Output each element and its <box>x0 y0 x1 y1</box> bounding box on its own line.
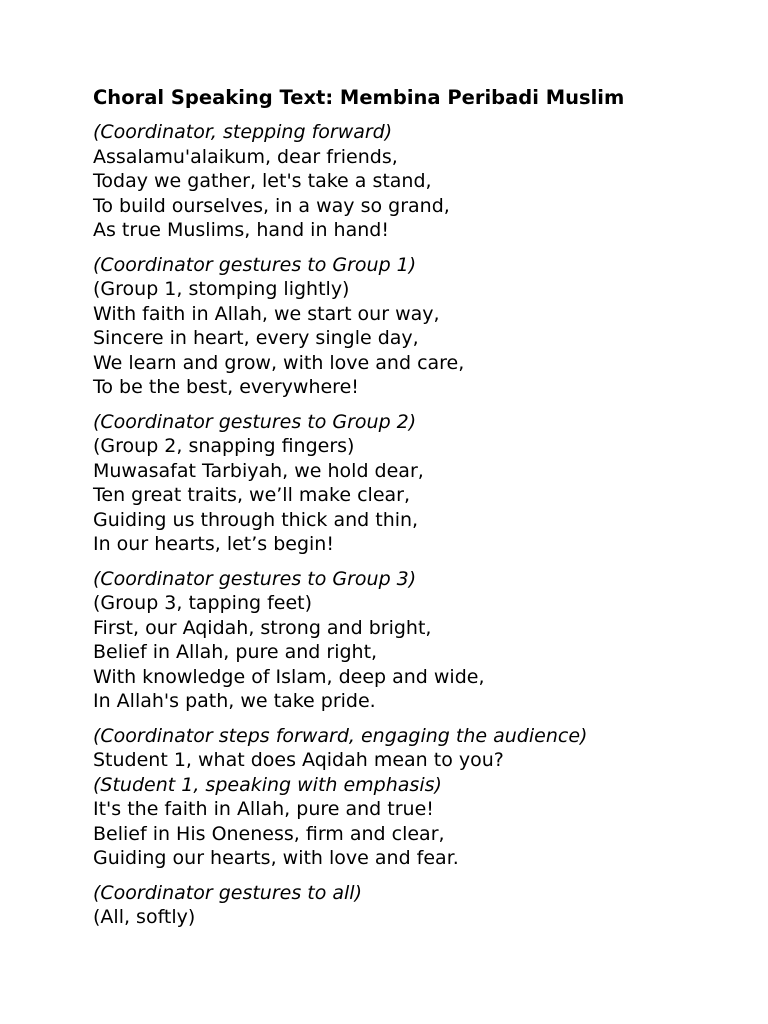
verse-line: Ten great traits, we’ll make clear, <box>93 484 411 506</box>
verse-line: To build ourselves, in a way so grand, <box>93 194 450 217</box>
stanza-5 <box>93 724 733 871</box>
stage-direction: (Coordinator gestures to Group 1) <box>93 253 417 276</box>
stage-direction: (Coordinator gestures to Group 3) <box>93 567 417 590</box>
verse-line: As true Muslims, hand in hand! <box>93 219 389 241</box>
verse-line: (All, softly) <box>93 906 196 928</box>
document-title: Choral Speaking Text: Membina Peribadi Muslim <box>93 86 625 109</box>
verse-line: Assalamu'alaikum, dear friends, <box>93 145 398 168</box>
verse-line: Guiding our hearts, with love and fear. <box>93 847 459 869</box>
stage-direction: (Coordinator steps forward, engaging the audience) <box>93 724 588 747</box>
stage-direction: (Student 1, speaking with emphasis) <box>93 773 442 796</box>
stanza-6 <box>93 881 733 930</box>
stage-direction: (Coordinator gestures to all) <box>93 881 362 904</box>
verse-line: Sincere in heart, every single day, <box>93 327 419 349</box>
stanza-3 <box>93 410 733 557</box>
verse-line: (Group 2, snapping fingers) <box>93 435 355 457</box>
stanza-4 <box>93 567 733 714</box>
verse-line: Belief in His Oneness, firm and clear, <box>93 822 445 845</box>
verse-line: Belief in Allah, pure and right, <box>93 641 378 663</box>
verse-line: (Group 3, tapping feet) <box>93 592 313 614</box>
stanza-2 <box>93 253 733 400</box>
verse-line: With knowledge of Islam, deep and wide, <box>93 665 485 688</box>
stanza-1 <box>93 120 733 243</box>
document-page <box>93 86 733 940</box>
verse-line: It's the faith in Allah, pure and true! <box>93 798 434 820</box>
verse-line: First, our Aqidah, strong and bright, <box>93 616 432 639</box>
verse-line: We learn and grow, with love and care, <box>93 351 465 374</box>
verse-line: In Allah's path, we take pride. <box>93 690 376 712</box>
verse-line: (Group 1, stomping lightly) <box>93 278 350 300</box>
stage-direction: (Coordinator, stepping forward) <box>93 121 393 143</box>
verse-line: Today we gather, let's take a stand, <box>93 170 432 192</box>
verse-line: Muwasafat Tarbiyah, we hold dear, <box>93 459 424 482</box>
verse-line: Guiding us through thick and thin, <box>93 508 419 531</box>
stage-direction: (Coordinator gestures to Group 2) <box>93 410 417 433</box>
verse-line: With faith in Allah, we start our way, <box>93 302 440 325</box>
verse-line: To be the best, everywhere! <box>93 376 359 398</box>
verse-line: Student 1, what does Aqidah mean to you? <box>93 749 504 771</box>
verse-line: In our hearts, let’s begin! <box>93 533 334 555</box>
